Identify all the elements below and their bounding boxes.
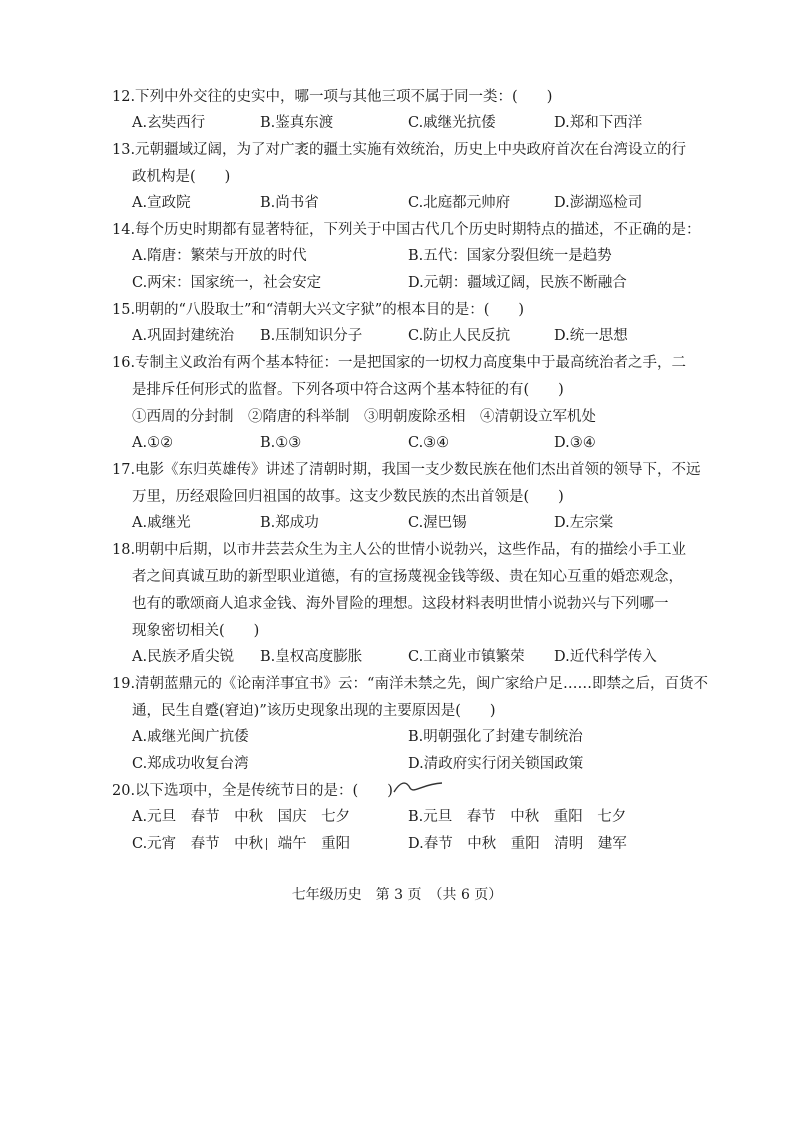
q12-option-d: D.郑和下西洋	[554, 115, 643, 131]
q15-options	[132, 325, 692, 347]
q16-stem-line-3: ①西周的分封制 ②隋唐的科举制 ③明朝废除丞相 ④清朝设立军机处	[132, 409, 596, 425]
q17-option-c: C.渥巴锡	[408, 515, 467, 531]
q13-option-a: A.宣政院	[132, 195, 191, 211]
q12-option-c: C.戚继光抗倭	[408, 115, 496, 131]
q20-option-b: B.元旦 春节 中秋 重阳 七夕	[408, 809, 627, 825]
q18-option-d: D.近代科学传入	[554, 649, 657, 665]
q20-option-d: D.春节 中秋 重阳 清明 建军	[408, 836, 627, 852]
q20-options-row-2	[132, 833, 692, 855]
q15-option-d: D.统一思想	[554, 328, 628, 344]
q16-stem-line-2: 是排斥任何形式的监督。下列各项中符合这两个基本特征的有( )	[132, 382, 564, 398]
q12-option-b: B.鉴真东渡	[260, 115, 334, 131]
q17-option-d: D.左宗棠	[554, 515, 614, 531]
q15-option-b: B.压制知识分子	[260, 328, 363, 344]
q16-stem-line-1: 16.专制主义政治有两个基本特征：一是把国家的一切权力高度集中于最高统治者之手，二	[112, 355, 687, 371]
q18-stem-line-4: 现象密切相关( )	[132, 623, 260, 639]
q17-stem-line-2: 万里，历经艰险回归祖国的故事。这支少数民族的杰出首领是( )	[132, 489, 564, 505]
q15-option-a: A.巩固封建统治	[132, 328, 235, 344]
q17-option-b: B.郑成功	[260, 515, 319, 531]
q17-option-a: A.戚继光	[132, 515, 191, 531]
q12-option-a: A.玄奘西行	[132, 115, 206, 131]
q12-stem-line-1: 12.下列中外交往的史实中，哪一项与其他三项不属于同一类：( )	[112, 89, 553, 105]
q13-stem-line-1: 13.元朝疆域辽阔，为了对广袤的疆土实施有效统治，历史上中央政府首次在台湾设立的行	[112, 142, 687, 158]
q14-options-row-1	[132, 245, 692, 267]
q19-option-a: A.戚继光闽广抗倭	[132, 729, 249, 745]
q13-option-d: D.澎湖巡检司	[554, 195, 643, 211]
q20-option-a: A.元旦 春节 中秋 国庆 七夕	[132, 809, 351, 825]
q16-option-a: A.①②	[132, 435, 174, 451]
q20-option-c: C.元宵 春节 中秋 端午 重阳	[132, 836, 351, 852]
q19-options-row-1	[132, 726, 692, 748]
q13-options	[132, 192, 692, 214]
q18-stem-line-2: 者之间真诚互助的新型职业道德，有的宣扬蔑视金钱等级、贵在知心互重的婚恋观念，	[132, 569, 683, 585]
q13-option-b: B.尚书省	[260, 195, 319, 211]
q20-options-row-1	[132, 806, 692, 828]
q14-option-c: C.两宋：国家统一，社会安定	[132, 275, 322, 291]
q18-option-b: B.皇权高度膨胀	[260, 649, 363, 665]
q16-options	[132, 432, 692, 454]
q14-stem-line-1: 14.每个历史时期都有显著特征，下列关于中国古代几个历史时期特点的描述，不正确的是：	[112, 222, 701, 238]
q14-option-b: B.五代：国家分裂但统一是趋势	[408, 248, 612, 264]
q14-option-a: A.隋唐：繁荣与开放的时代	[132, 248, 307, 264]
q18-stem-line-3: 也有的歌颂商人追求金钱、海外冒险的理想。这段材料表明世情小说勃兴与下列哪一	[132, 596, 669, 612]
q14-option-d: D.元朝：疆域辽阔，民族不断融合	[408, 275, 627, 291]
q19-option-c: C.郑成功收复台湾	[132, 756, 249, 772]
q15-option-c: C.防止人民反抗	[408, 328, 511, 344]
q13-option-c: C.北庭都元帅府	[408, 195, 511, 211]
q16-option-b: B.①③	[260, 435, 302, 451]
page-footer: 七年级历史 第 3 页 （共 6 页）	[291, 887, 503, 903]
q15-stem-line-1: 15.明朝的“八股取士”和“清朝大兴文字狱”的根本目的是：( )	[112, 302, 525, 318]
q20-stem-line-1: 20.以下选项中，全是传统节日的是：( )	[112, 783, 393, 799]
q19-stem-line-2: 通，民生自蹙(窘迫)”该历史现象出现的主要原因是( )	[132, 703, 496, 719]
q19-stem-line-1: 19.清朝蓝鼎元的《论南洋事宜书》云：“南洋未禁之先，闽广家给户足……即禁之后，百货不	[112, 676, 708, 692]
q17-options	[132, 512, 692, 534]
pen-squiggle-mark	[392, 778, 444, 796]
q16-option-c: C.③④	[408, 435, 450, 451]
q12-options	[132, 112, 692, 134]
q19-option-d: D.清政府实行闭关锁国政策	[408, 756, 584, 772]
q16-option-d: D.③④	[554, 435, 596, 451]
q18-options	[132, 646, 692, 668]
q18-option-a: A.民族矛盾尖锐	[132, 649, 235, 665]
q19-options-row-2	[132, 753, 692, 775]
q18-option-c: C.工商业市镇繁荣	[408, 649, 525, 665]
q17-stem-line-1: 17.电影《东归英雄传》讲述了清朝时期，我国一支少数民族在他们杰出首领的领导下，不远	[112, 462, 701, 478]
q14-options-row-2	[132, 272, 692, 294]
q19-option-b: B.明朝强化了封建专制统治	[408, 729, 583, 745]
q18-stem-line-1: 18.明朝中后期，以市井芸芸众生为主人公的世情小说勃兴，这些作品，有的描绘小手工业	[112, 542, 687, 558]
q13-stem-line-2: 政机构是( )	[132, 169, 231, 185]
